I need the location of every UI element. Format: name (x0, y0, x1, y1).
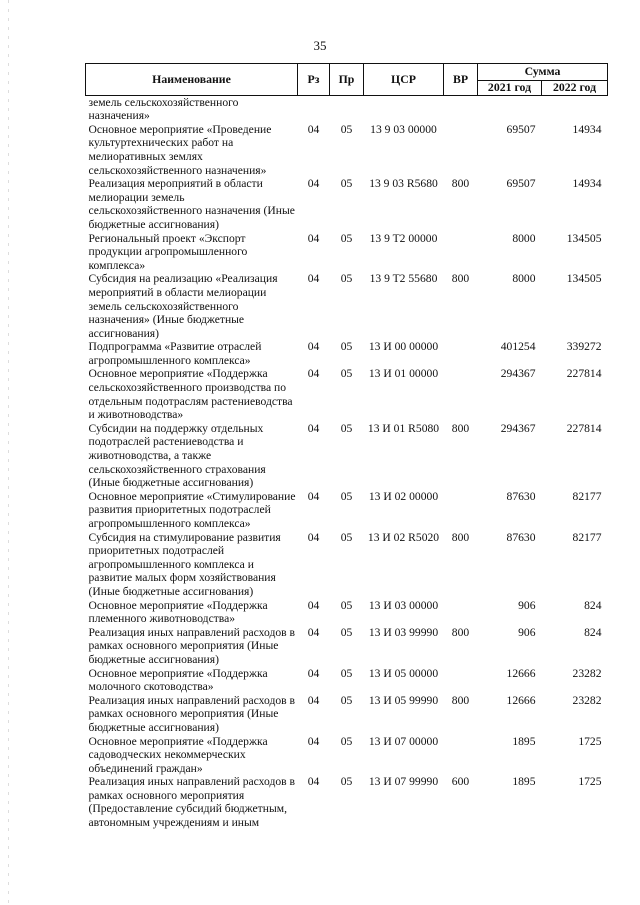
cell-rz: 04 (307, 693, 320, 707)
page-number: 35 (313, 38, 327, 53)
cell-y2: 1725 (578, 734, 602, 748)
cell-pr: 05 (340, 122, 353, 136)
cell-rz: 04 (307, 775, 320, 789)
cell-rz: 04 (307, 734, 320, 748)
table-row (86, 667, 608, 694)
cell-y2: 227814 (566, 421, 602, 435)
cell-vr (444, 367, 478, 421)
cell-y1: 906 (518, 625, 536, 639)
cell-y2: 339272 (566, 340, 602, 354)
cell-pr: 05 (340, 367, 353, 381)
cell-y2: 134505 (566, 272, 602, 286)
cell-y1 (478, 95, 542, 123)
cell-csr: 13 9 T2 00000 (369, 231, 438, 245)
cell-rz: 04 (307, 177, 320, 191)
cell-vr: 800 (451, 272, 470, 286)
header-name: Наименование (86, 64, 298, 96)
cell-y1: 906 (518, 598, 536, 612)
cell-pr: 05 (340, 340, 353, 354)
header-sum: Сумма (478, 64, 608, 81)
cell-vr (444, 123, 478, 177)
cell-y1: 69507 (506, 122, 536, 136)
cell-y2: 227814 (566, 367, 602, 381)
cell-pr: 05 (340, 231, 353, 245)
cell-csr: 13 9 T2 55680 (369, 272, 438, 286)
cell-csr: 13 И 01 R5080 (367, 421, 440, 435)
cell-vr (444, 490, 478, 531)
cell-pr: 05 (340, 272, 353, 286)
header-csr: ЦСР (364, 64, 444, 96)
cell-y2 (542, 95, 608, 123)
cell-pr: 05 (340, 625, 353, 639)
header-year-2022: 2022 год (542, 81, 608, 96)
cell-csr: 13 9 03 00000 (370, 122, 437, 136)
cell-y2: 82177 (572, 489, 602, 503)
cell-csr: 13 И 03 99990 (368, 625, 439, 639)
table-row (86, 735, 608, 776)
cell-y1: 8000 (512, 231, 536, 245)
cell-pr (330, 95, 364, 123)
cell-name: Региональный проект «Экспорт продукции агропромышленного комплекса» (88, 231, 248, 272)
cell-y2: 824 (584, 625, 602, 639)
table-row (86, 232, 608, 273)
table-row (86, 599, 608, 626)
cell-pr: 05 (340, 421, 353, 435)
cell-rz: 04 (307, 122, 320, 136)
cell-name: Субсидия на стимулирование развития приоритетных подотраслей агропромышленного комплекса и развитие малых форм хозяйствования (Иные бюджетные ассигнования) (88, 530, 281, 598)
cell-name: Субсидии на поддержку отдельных подотраслей растениеводства и животноводства, а также сельскохозяйственного страхования (Иные бюджетные ассигнования) (88, 421, 266, 490)
header-rz: Рз (298, 64, 330, 96)
cell-y1: 87630 (506, 489, 536, 503)
cell-y1: 8000 (512, 272, 536, 286)
cell-rz: 04 (307, 367, 320, 381)
cell-rz: 04 (307, 272, 320, 286)
cell-name: Основное мероприятие «Поддержка сельскохозяйственного производства по отдельным подотраслям растениеводства и животноводства» (88, 367, 293, 422)
cell-pr: 05 (340, 598, 353, 612)
cell-rz: 04 (307, 625, 320, 639)
table-row (86, 367, 608, 421)
cell-rz: 04 (307, 598, 320, 612)
cell-csr: 13 9 03 R5680 (369, 177, 438, 191)
cell-y2: 23282 (572, 666, 602, 680)
cell-vr: 800 (451, 530, 470, 544)
cell-csr: 13 И 05 00000 (368, 666, 439, 680)
cell-pr: 05 (340, 775, 353, 789)
cell-vr (444, 232, 478, 273)
cell-pr: 05 (340, 666, 353, 680)
cell-y2: 134505 (566, 231, 602, 245)
cell-rz: 04 (307, 340, 320, 354)
cell-pr: 05 (340, 489, 353, 503)
cell-vr (444, 599, 478, 626)
table-row (86, 694, 608, 735)
cell-y1: 12666 (506, 666, 536, 680)
cell-name: Основное мероприятие «Поддержка племенного животноводства» (88, 598, 268, 626)
cell-y1: 1895 (512, 734, 536, 748)
cell-rz: 04 (307, 489, 320, 503)
cell-y2: 82177 (572, 530, 602, 544)
cell-pr: 05 (340, 530, 353, 544)
cell-csr: 13 И 02 00000 (368, 489, 439, 503)
table-row (86, 626, 608, 667)
scan-edge-mark (8, 0, 9, 905)
cell-vr (444, 667, 478, 694)
cell-name: Основное мероприятие «Проведение культуртехнических работ на мелиоративных землях сельскохозяйственного назначения» (88, 122, 272, 177)
cell-csr: 13 И 05 99990 (368, 693, 439, 707)
cell-csr (364, 95, 444, 123)
cell-y1: 294367 (500, 421, 536, 435)
cell-vr (444, 95, 478, 123)
cell-y1: 69507 (506, 177, 536, 191)
table-row (86, 123, 608, 177)
cell-y2: 14934 (572, 122, 602, 136)
cell-y2: 23282 (572, 693, 602, 707)
cell-y2: 1725 (578, 775, 602, 789)
cell-csr: 13 И 07 99990 (368, 775, 439, 789)
header-pr: Пр (330, 64, 364, 96)
cell-rz: 04 (307, 421, 320, 435)
cell-y1: 401254 (500, 340, 536, 354)
cell-name: Реализация иных направлений расходов в рамках основного мероприятия (Предоставление субсидий бюджетным, автономным учреждениям и иным (88, 775, 295, 830)
table-row (86, 95, 608, 123)
cell-pr: 05 (340, 693, 353, 707)
cell-csr: 13 И 03 00000 (368, 598, 439, 612)
cell-rz: 04 (307, 530, 320, 544)
cell-y2: 14934 (572, 177, 602, 191)
cell-y1: 12666 (506, 693, 536, 707)
cell-y1: 1895 (512, 775, 536, 789)
cell-rz: 04 (307, 666, 320, 680)
cell-csr: 13 И 01 00000 (368, 367, 439, 381)
table-row (86, 340, 608, 367)
cell-name: Реализация иных направлений расходов в рамках основного мероприятия (Иные бюджетные ассигнования) (88, 693, 295, 734)
cell-pr: 05 (340, 177, 353, 191)
cell-y1: 294367 (500, 367, 536, 381)
cell-rz (298, 95, 330, 123)
cell-vr (444, 735, 478, 776)
cell-vr: 800 (451, 421, 470, 435)
cell-y1: 87630 (506, 530, 536, 544)
cell-name: Основное мероприятие «Поддержка садоводческих некоммерческих объединений граждан» (88, 734, 268, 775)
cell-vr: 600 (451, 775, 470, 789)
cell-vr: 800 (451, 625, 470, 639)
cell-y2: 824 (584, 598, 602, 612)
budget-table (85, 63, 608, 830)
cell-vr (444, 340, 478, 367)
cell-rz: 04 (307, 231, 320, 245)
cell-name: Основное мероприятие «Поддержка молочного скотоводства» (88, 666, 268, 694)
table-row (86, 531, 608, 599)
cell-vr: 800 (451, 177, 470, 191)
table-row (86, 490, 608, 531)
cell-vr: 800 (451, 693, 470, 707)
table-row (86, 177, 608, 231)
cell-csr: 13 И 07 00000 (368, 734, 439, 748)
cell-name: Подпрограмма «Развитие отраслей агропромышленного комплекса» (88, 340, 262, 367)
table-row (86, 422, 608, 490)
cell-pr: 05 (340, 734, 353, 748)
header-year-2021: 2021 год (478, 81, 542, 96)
cell-name: земель сельскохозяйственного назначения» (88, 95, 239, 123)
cell-csr: 13 И 00 00000 (368, 340, 439, 354)
cell-name: Субсидия на реализацию «Реализация мероприятий в области мелиорации земель сельскохозяйственного назначения» (Иные бюджетные ассигнования) (88, 272, 278, 340)
table-row (86, 272, 608, 340)
cell-name: Реализация мероприятий в области мелиорации земель сельскохозяйственного назначения (Иные бюджетные ассигнования) (88, 177, 295, 231)
header-vr: ВР (444, 64, 478, 96)
cell-name: Реализация иных направлений расходов в рамках основного мероприятия (Иные бюджетные ассигнования) (88, 625, 295, 666)
cell-csr: 13 И 02 R5020 (367, 530, 440, 544)
table-body (86, 95, 608, 830)
table-row (86, 775, 608, 829)
cell-name: Основное мероприятие «Стимулирование развития приоритетных подотраслей агропромышленного комплекса» (88, 489, 296, 530)
